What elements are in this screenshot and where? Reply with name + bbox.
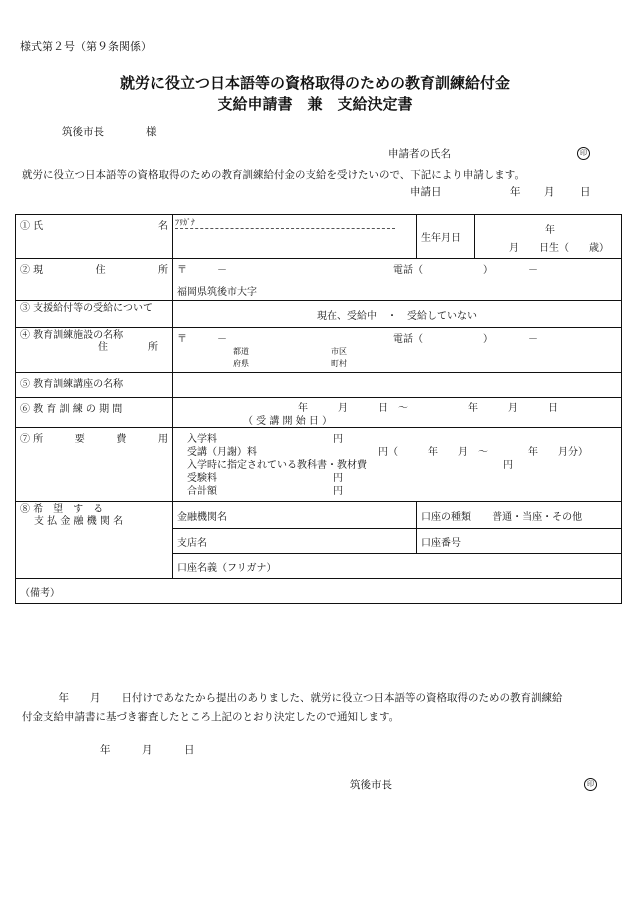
- period-label: ⑥ 教 育 訓 練 の 期 間: [16, 398, 173, 428]
- seal-icon: 印: [577, 147, 590, 160]
- apply-date-label: 申請日: [410, 186, 442, 198]
- row-bank-1: [16, 502, 622, 529]
- address-postal: 〒 －: [177, 265, 227, 276]
- apply-date-month: 月: [544, 186, 555, 198]
- address-phone: 電話（ ） －: [393, 265, 538, 276]
- course-label: ⑤ 教育訓練講座の名称: [16, 373, 173, 398]
- apply-date-year: 年: [510, 186, 521, 198]
- costs-field[interactable]: [173, 428, 622, 502]
- furigana-field[interactable]: ﾌﾘｶﾞﾅ: [175, 217, 395, 229]
- cost-entrance-yen: 円: [333, 434, 343, 445]
- account-number-field[interactable]: 口座番号: [417, 529, 622, 554]
- form-subtitle: 支給申請書 兼 支給決定書: [217, 95, 413, 113]
- name-field[interactable]: [173, 215, 417, 259]
- decision-text-line2: 付金支給申請書に基づき審査したところ上記のとおり決定したので通知します。: [22, 711, 400, 723]
- period-field[interactable]: [173, 398, 622, 428]
- period-start-note: （ 受 講 開 始 日 ）: [243, 416, 333, 427]
- facility-phone: 電話（ ） －: [393, 334, 538, 345]
- dob-label: 生年月日: [417, 215, 475, 259]
- form-number: 様式第２号（第９条関係）: [20, 40, 152, 53]
- name-label: ① 氏 名: [16, 215, 173, 259]
- application-statement: 就労に役立つ日本語等の資格取得のための教育訓練給付金の支給を受けたいので、下記により申請します。: [22, 169, 525, 181]
- address-field[interactable]: [173, 259, 622, 301]
- cost-textbook-yen: 円: [503, 460, 513, 471]
- decision-date: 年 月 日: [100, 744, 195, 756]
- remarks-field[interactable]: （備考）: [16, 579, 622, 604]
- addressee: 筑後市長 様: [62, 126, 157, 138]
- cost-exam-yen: 円: [333, 473, 343, 484]
- decision-signer: 筑後市長: [350, 779, 392, 791]
- account-type-options[interactable]: 普通・当座・その他: [492, 511, 583, 523]
- row-period: [16, 398, 622, 428]
- branch-field[interactable]: 支店名: [173, 529, 417, 554]
- costs-label: ⑦ 所 要 費 用: [16, 428, 173, 502]
- course-field[interactable]: [173, 373, 622, 398]
- cost-entrance: 入学料: [187, 434, 217, 445]
- decision-text-line1: 年 月 日付けであなたから提出のありました、就労に役立つ日本語等の資格取得のための教育訓練給: [48, 692, 563, 704]
- account-holder-field[interactable]: 口座名義（フリガナ）: [173, 554, 622, 579]
- period-range: 年 月 日 ～ 年 月 日: [298, 403, 558, 414]
- account-type-field[interactable]: [417, 502, 622, 529]
- row-remarks: [16, 579, 622, 604]
- facility-postal: 〒 －: [177, 334, 227, 345]
- facility-field[interactable]: [173, 328, 622, 373]
- applicant-seal: [577, 146, 590, 160]
- row-name: [16, 215, 622, 259]
- row-address: [16, 259, 622, 301]
- dob-year: 年: [545, 225, 555, 236]
- row-support: [16, 301, 622, 328]
- address-prefilled: 福岡県筑後市大字: [177, 287, 257, 298]
- dob-month-day: 月 日生（ 歳）: [509, 243, 609, 254]
- facility-city1: 市区: [331, 347, 347, 356]
- apply-date-day: 日: [580, 186, 591, 198]
- applicant-name-label: 申請者の氏名: [388, 148, 451, 160]
- account-type-label: 口座の種類: [421, 511, 471, 523]
- facility-label: ④ 教育訓練施設の名称 住 所: [16, 328, 173, 373]
- seal-icon: 印: [584, 778, 597, 791]
- bank-label: ⑧ 希 望 す る 支 払 金 融 機 関 名: [16, 502, 173, 579]
- address-label: ② 現 住 所: [16, 259, 173, 301]
- cost-exam: 受験料: [187, 473, 217, 484]
- support-options[interactable]: 現在、受給中 ・ 受給していない: [173, 301, 622, 328]
- facility-city2: 町村: [331, 359, 347, 368]
- cost-textbook: 入学時に指定されている教科書・教材費: [187, 460, 367, 471]
- form-title: 就労に役立つ日本語等の資格取得のための教育訓練給付金: [119, 74, 510, 92]
- bank-name-field[interactable]: 金融機関名: [173, 502, 417, 529]
- facility-pref1: 都道: [233, 347, 249, 356]
- application-form-table: [15, 214, 622, 604]
- cost-tuition: 受講（月謝）料: [187, 447, 257, 458]
- row-facility: [16, 328, 622, 373]
- facility-pref2: 府県: [233, 359, 249, 368]
- cost-total: 合計額: [187, 486, 217, 497]
- support-label: ③ 支援給付等の受給について: [16, 301, 173, 328]
- cost-tuition-range: 円（ 年 月 ～ 年 月分）: [378, 447, 588, 458]
- signer-seal: [584, 777, 597, 791]
- row-costs: [16, 428, 622, 502]
- cost-total-yen: 円: [333, 486, 343, 497]
- row-course: [16, 373, 622, 398]
- dob-field[interactable]: [475, 215, 622, 259]
